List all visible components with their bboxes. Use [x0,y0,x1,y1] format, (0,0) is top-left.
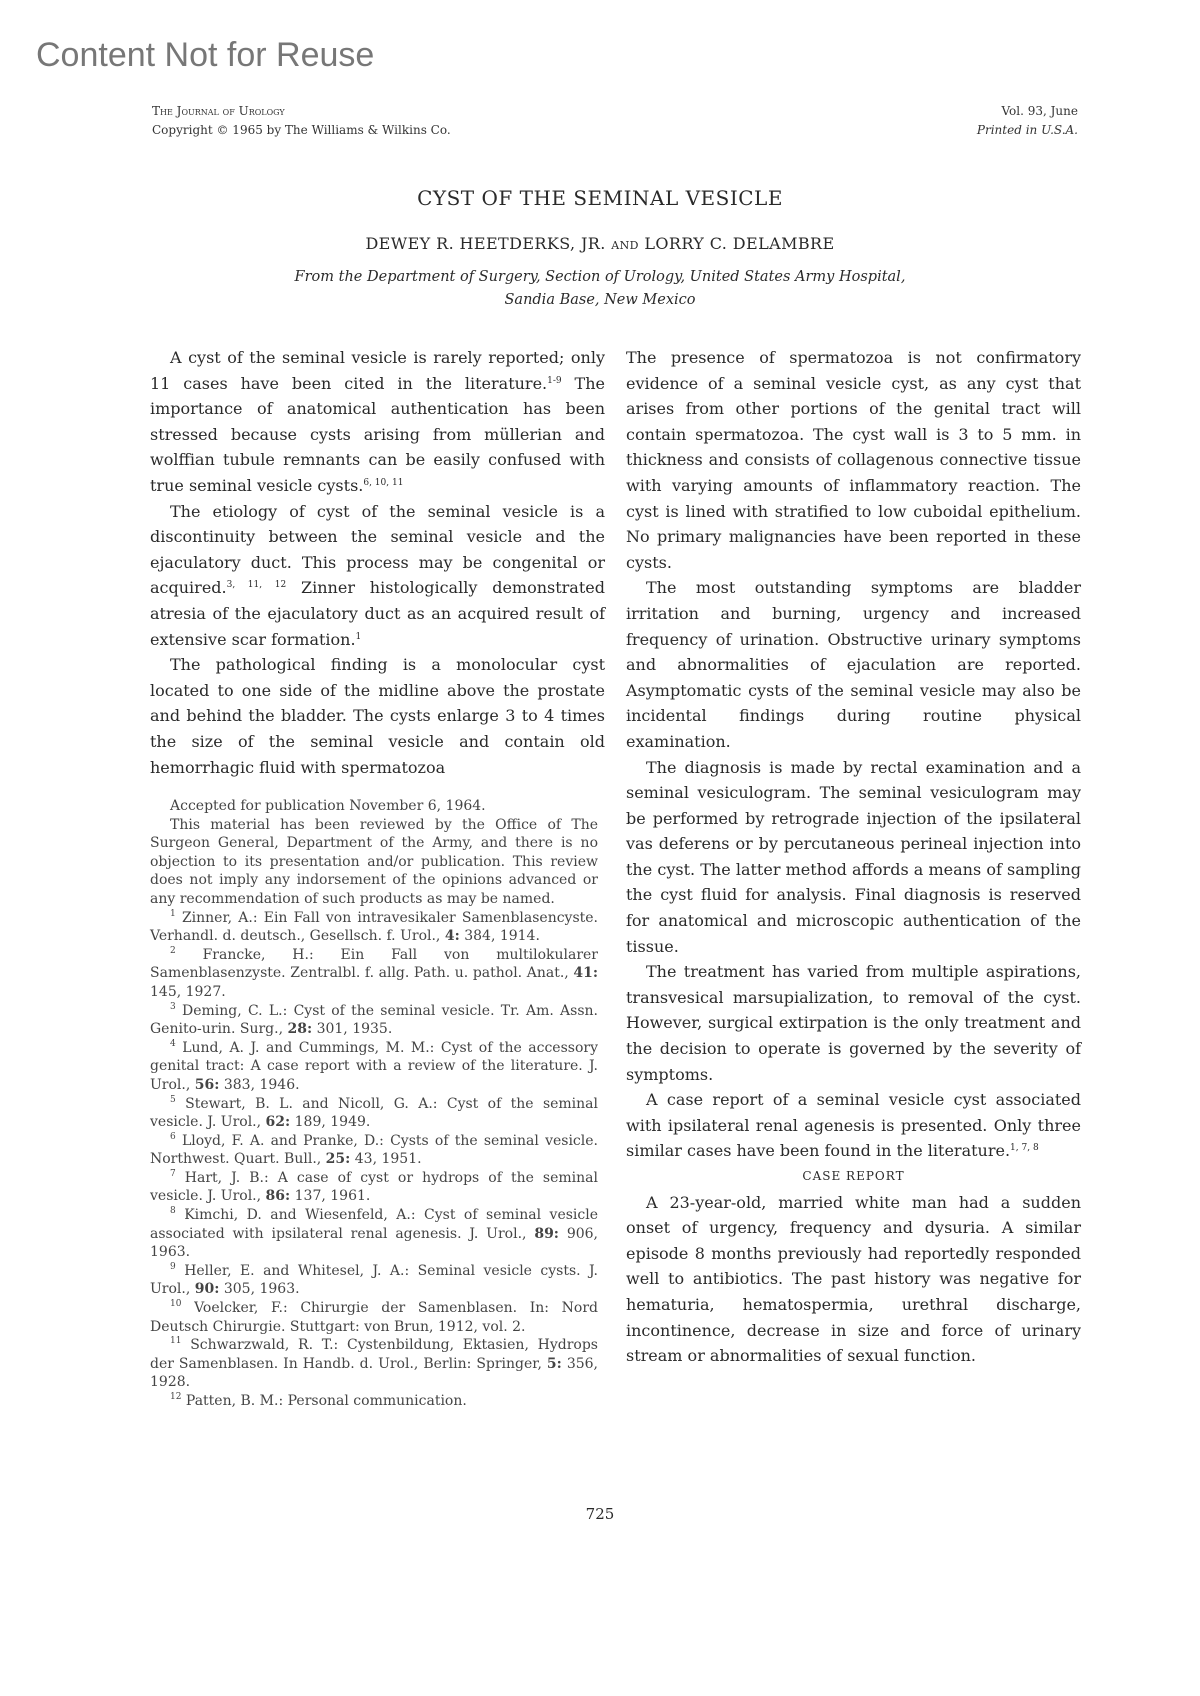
reference: $^{12}$ Patten, B. M.: Personal communication. [170,1392,467,1409]
printed: Printed in U.S.A. [976,123,1078,137]
paragraph: The treatment has varied from multiple aspirations, transvesical marsupialization, to removal of the cyst. However, surgical extirpation is the only treatment and the decision to operate is governed by the severity of symptoms. [626,962,1081,1084]
paragraph: A 23-year-old, married white man had a sudden onset of urgency, frequency and dysuria. A similar episode 8 months previously had reportedly responded well to antibiotics. The past history was negative for hematuria, hematospermia, urethral discharge, incontinence, decrease in size and force of urinary stream or abnormalities of sexual function. [626,1192,1081,1366]
paragraph: The most outstanding symptoms are bladder irritation and burning, urgency and increased frequency of urination. Obstructive urinary symptoms and abnormalities of ejaculation are reported. Asymptomatic cysts of the seminal vesicle may also be incidental findings during routine physical examination. [626,578,1081,751]
journal-header [152,102,451,140]
page-number: 725 [585,1505,615,1523]
article-title: CYST OF THE SEMINAL VESICLE [417,186,783,210]
left-column [150,345,605,780]
right-column [626,345,1081,1369]
footnotes [150,797,598,1411]
reference: $^1$ Zinner, A.: Ein Fall von intravesikaler Samenblasencyste. Verhandl. d. deutsch., Gesellsch. f. Urol., 4: 384, 1914. [150,908,599,945]
reference: $^7$ Hart, J. B.: A case of cyst or hydrops of the seminal vesicle. J. Urol., 86: 137, 1961. [150,1168,598,1205]
paragraph: The pathological finding is a monolocular cyst located to one side of the midline above the prostate and behind the bladder. The cysts enlarge 3 to 4 times the size of the seminal vesicle and contain old hemorrhagic fluid with spermatozoa [150,655,605,777]
watermark: Content Not for Reuse [36,36,375,74]
paragraph: The etiology of cyst of the seminal vesicle is a discontinuity between the seminal vesicle and the ejaculatory duct. This process may be congenital or acquired.$^{3, 11, 12}$ Zinner histologically demonstrated atresia of the ejaculatory duct as an acquired result of extensive scar formation.$^1$ [150,501,605,649]
copyright: Copyright © 1965 by The Williams & Wilkins Co. [152,123,451,137]
section-heading: CASE REPORT [802,1169,905,1183]
reference: $^{10}$ Voelcker, F.: Chirurgie der Samenblasen. In: Nord Deutsch Chirurgie. Stuttgart: von Brun, 1912, vol. 2. [150,1299,598,1335]
reference: $^6$ Lloyd, F. A. and Pranke, D.: Cysts of the seminal vesicle. Northwest. Quart. Bull., 25: 43, 1951. [150,1131,598,1168]
journal-name: The Journal of Urology [152,104,285,118]
affiliation [200,266,1000,312]
reference: $^{11}$ Schwarzwald, R. T.: Cystenbildung, Ektasien, Hydrops der Samenblasen. In Handb. d. Urol., Berlin: Springer, 5: 356, 1928. [150,1336,598,1391]
reference: $^9$ Heller, E. and Whitesel, J. A.: Seminal vesicle cysts. J. Urol., 90: 305, 1963. [150,1261,599,1298]
volume-header [977,102,1078,140]
author-and: and [611,234,639,253]
reference: $^8$ Kimchi, D. and Wiesenfeld, A.: Cyst of seminal vesicle associated with ipsilateral renal agenesis. J. Urol., 89: 906, 1963. [150,1206,598,1261]
reference: $^4$ Lund, A. J. and Cummings, M. M.: Cyst of the accessory genital tract: A case report with a review of the literature. J. Urol., 56: 383, 1946. [150,1038,598,1093]
reference: $^2$ Francke, H.: Ein Fall von multilokularer Samenblasenzyste. Zentralbl. f. allg. Path. u. pathol. Anat., 41: 145, 1927. [150,945,598,1000]
review-note: This material has been reviewed by the Office of The Surgeon General, Department of the Army, and there is no objection to its presentation and/or publication. This review does not imply any indorsement of the opinions advanced or any recommendation of such products as may be named. [150,816,598,907]
paragraph: The diagnosis is made by rectal examination and a seminal vesiculogram. The seminal vesiculogram may be performed by retrograde injection of the ipsilateral vas deferens or by percutaneous perineal injection into the cyst. The latter method affords a means of sampling the cyst fluid for analysis. Final diagnosis is reserved for anatomical and microscopic authentication of the tissue. [626,757,1081,956]
reference-list [150,909,598,1411]
author-2: LORRY C. DELAMBRE [644,234,835,253]
paragraph: A cyst of the seminal vesicle is rarely reported; only 11 cases have been cited in the literature.$^{1-9}$ The importance of anatomical authentication has been stressed because cysts arising from müllerian and wolffian tubule remnants can be easily confused with true seminal vesicle cysts.$^{6, 10, 11}$ [150,348,606,495]
volume: Vol. 93, June [1001,104,1078,118]
authors [0,234,1200,253]
affiliation-line: From the Department of Surgery, Section of Urology, United States Army Hospital, [294,269,906,285]
reference: $^5$ Stewart, B. L. and Nicoll, G. A.: Cyst of the seminal vesicle. J. Urol., 62: 189, 1949. [150,1094,599,1131]
author-1: DEWEY R. HEETDERKS, JR. [365,234,606,253]
reference: $^3$ Deming, C. L.: Cyst of the seminal vesicle. Tr. Am. Assn. Genito-urin. Surg., 28: 301, 1935. [150,1001,598,1038]
accepted-note: Accepted for publication November 6, 1964. [170,798,486,814]
affiliation-line: Sandia Base, New Mexico [504,292,696,308]
paragraph: The presence of spermatozoa is not confirmatory evidence of a seminal vesicle cyst, as any cyst that arises from other portions of the genital tract will contain spermatozoa. The cyst wall is 3 to 5 mm. in thickness and consists of collagenous connective tissue with varying amounts of inflammatory reaction. The cyst is lined with stratified to low cuboidal epithelium. No primary malignancies have been reported in these cysts. [626,348,1081,572]
paragraph: A case report of a seminal vesicle cyst associated with ipsilateral renal agenesis is presented. Only three similar cases have been found in the literature.$^{1, 7, 8}$ [626,1090,1081,1161]
